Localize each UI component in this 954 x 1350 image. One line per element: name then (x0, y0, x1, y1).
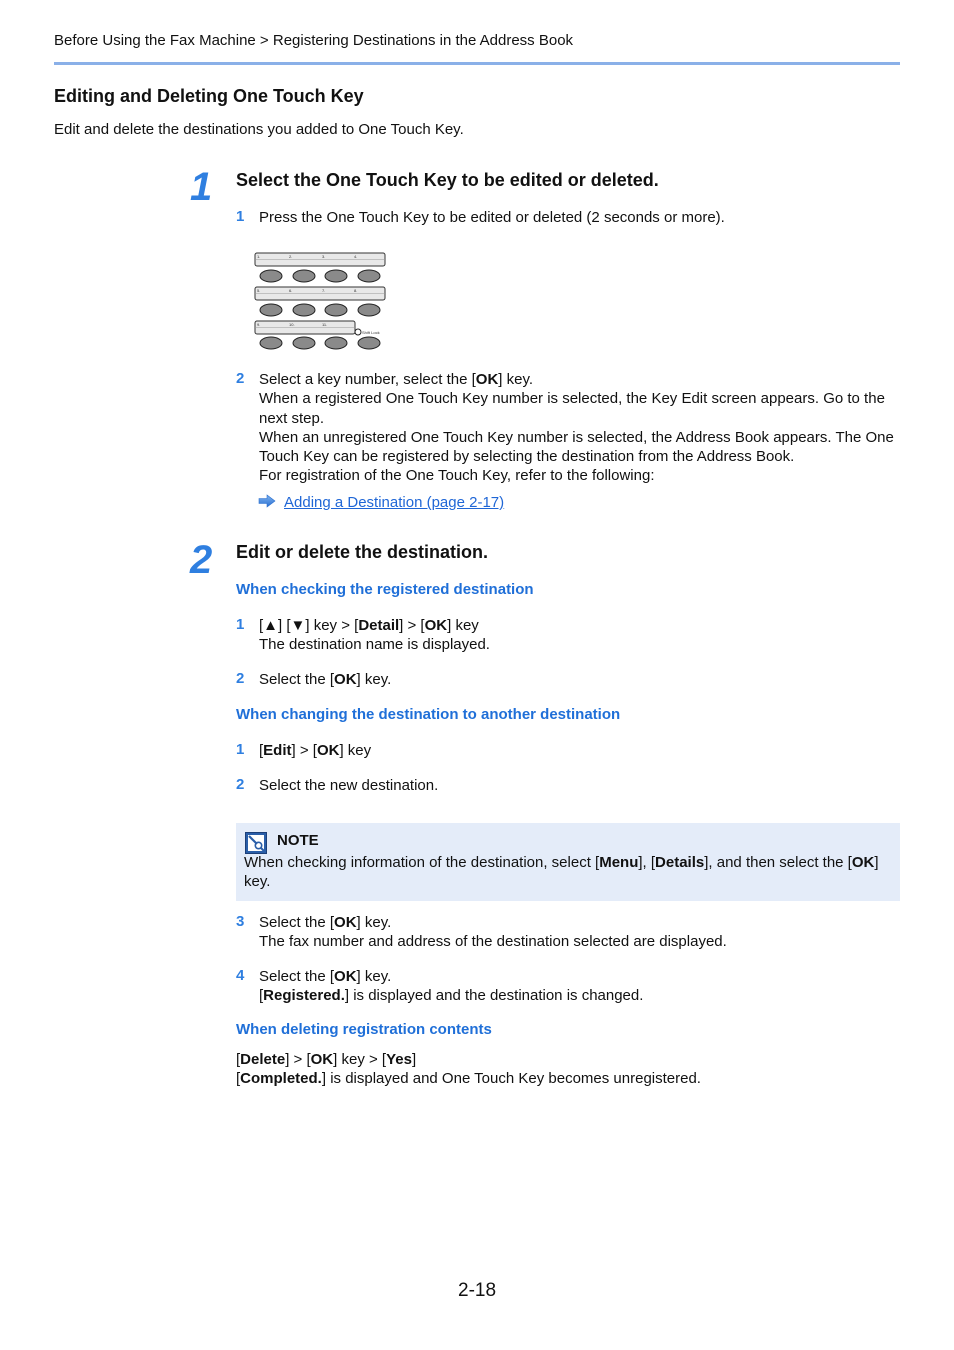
shift-lock-indicator-icon (355, 329, 361, 335)
substep-line: Select the [OK] key. (259, 914, 392, 931)
substep-number: 3 (236, 913, 245, 930)
note-box (236, 823, 900, 901)
keypad-label: 4. (354, 254, 358, 259)
subsection-heading-changing: When changing the destination to another destination (236, 706, 621, 723)
substep-number: 2 (236, 776, 245, 793)
keypad-label: 7. (322, 288, 326, 293)
section-title: Editing and Deleting One Touch Key (54, 86, 364, 106)
deleting-text-block (236, 1050, 701, 1089)
substep-text-block (259, 913, 727, 952)
keypad-label: 8. (354, 288, 358, 293)
substep-number: 2 (236, 670, 245, 687)
substep-number: 1 (236, 616, 245, 633)
substep-text-block (259, 616, 490, 655)
subsection-heading-checking: When checking the registered destination (236, 581, 534, 598)
keypad-label: 6. (289, 288, 293, 293)
substep-line: The destination name is displayed. (259, 636, 490, 654)
keypad-label: 2. (289, 254, 293, 259)
substep-line: Select the new destination. (259, 777, 439, 794)
step-number-2: 2 (190, 538, 211, 582)
adding-destination-link[interactable]: Adding a Destination (page 2-17) (284, 494, 505, 511)
keypad-label: 5. (257, 288, 261, 293)
substep-text-block (259, 370, 900, 486)
page-number: 2-18 (458, 1280, 497, 1301)
reference-link-row[interactable] (258, 494, 504, 512)
substep-line: When an unregistered One Touch Key number is selected, the Address Book appears. The One Touch Key can be registered by selecting the destination from the Address Book. (259, 428, 894, 466)
keypad-label: 10. (289, 322, 295, 327)
note-text: When checking information of the destination, select [Menu], [Details], and then select the [OK] key. (244, 854, 879, 891)
breadcrumb: Before Using the Fax Machine > Registering Destinations in the Address Book (54, 32, 574, 49)
note-icon (245, 832, 267, 854)
substep-line: Select the [OK] key. (259, 968, 392, 985)
section-intro: Edit and delete the destinations you added to One Touch Key. (54, 121, 464, 138)
note-title: NOTE (277, 832, 319, 849)
arrow-right-icon (258, 494, 276, 512)
substep-line: [▲] [▼] key > [Detail] > [OK] key (259, 617, 479, 634)
substep-line: Select the [OK] key. (259, 671, 392, 688)
substep-line: [Edit] > [OK] key (259, 742, 372, 759)
keypad-label: 9. (257, 322, 261, 327)
substep-number: 2 (236, 370, 245, 387)
deleting-line: [Delete] > [OK] key > [Yes] (236, 1051, 417, 1068)
header-divider (54, 62, 900, 65)
substep-number: 4 (236, 967, 245, 984)
substep-line: The fax number and address of the destination selected are displayed. (259, 933, 727, 951)
step-number-1: 1 (190, 165, 211, 209)
substep-line: Select a key number, select the [OK] key. (259, 371, 534, 388)
keypad-label: 1. (257, 254, 261, 259)
step-1-title: Select the One Touch Key to be edited or deleted. (236, 170, 659, 190)
substep-line: When a registered One Touch Key number is selected, the Key Edit screen appears. Go to the next step. (259, 390, 885, 427)
step-2-title: Edit or delete the destination. (236, 542, 489, 562)
shift-lock-label: Shift Lock (362, 330, 380, 335)
keypad-label: 11. (322, 322, 328, 327)
substep-text: Press the One Touch Key to be edited or deleted (2 seconds or more). (259, 209, 725, 226)
substep-line: [Registered.] is displayed and the destination is changed. (259, 987, 644, 1005)
one-touch-keypad-illustration (254, 252, 388, 352)
subsection-heading-deleting: When deleting registration contents (236, 1021, 492, 1038)
substep-number: 1 (236, 741, 245, 758)
substep-line: For registration of the One Touch Key, refer to the following: (259, 467, 655, 485)
substep-number: 1 (236, 208, 245, 225)
deleting-line: [Completed.] is displayed and One Touch Key becomes unregistered. (236, 1070, 701, 1088)
substep-text-block (259, 967, 643, 1006)
keypad-label: 3. (322, 254, 326, 259)
